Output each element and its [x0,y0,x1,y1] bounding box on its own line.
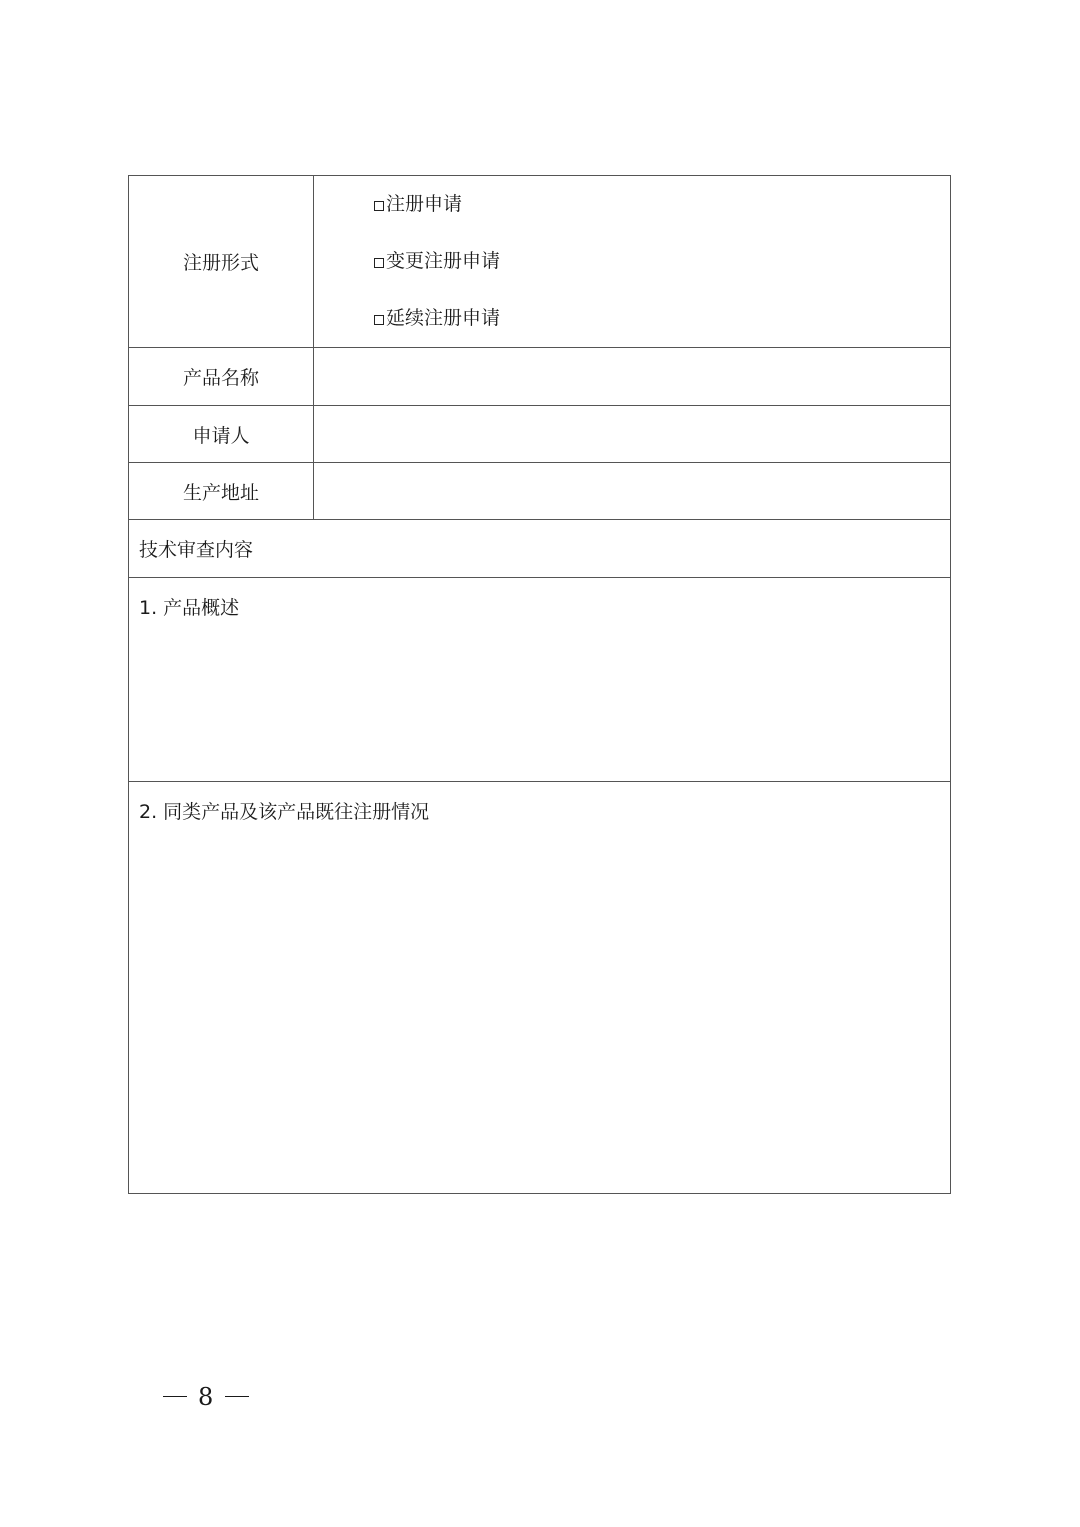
option-registration-application[interactable] [374,176,950,233]
product-overview-title: 1. 产品概述 [139,597,240,619]
applicant-row [129,406,951,463]
prior-registration-section [129,782,951,1194]
product-overview-section [129,578,951,782]
applicant-field[interactable] [314,406,951,463]
checkbox-icon[interactable] [374,258,384,268]
production-address-field[interactable] [314,463,951,520]
option-renewal-registration-application[interactable] [374,290,950,347]
product-name-field[interactable] [314,348,951,406]
page-number [163,1383,249,1411]
page-number-dash-right [225,1396,249,1398]
prior-registration-cell[interactable] [129,782,951,1194]
production-address-label: 生产地址 [129,463,314,520]
product-name-label: 产品名称 [129,348,314,406]
prior-registration-title: 2. 同类产品及该产品既往注册情况 [139,801,430,823]
option-label: 延续注册申请 [386,307,501,329]
production-address-row [129,463,951,520]
checkbox-icon[interactable] [374,315,384,325]
option-label: 变更注册申请 [386,250,501,272]
product-overview-cell[interactable] [129,578,951,782]
registration-type-label: 注册形式 [129,176,314,348]
technical-review-heading: 技术审查内容 [129,520,951,578]
page-number-dash-left [163,1396,187,1398]
page-number-value: 8 [198,1383,215,1411]
applicant-label: 申请人 [129,406,314,463]
checkbox-icon[interactable] [374,201,384,211]
registration-type-row [129,176,951,348]
registration-type-options [314,176,951,348]
registration-review-form [128,175,951,1194]
product-name-row [129,348,951,406]
technical-review-row [129,520,951,578]
option-change-registration-application[interactable] [374,233,950,290]
option-label: 注册申请 [386,193,463,215]
